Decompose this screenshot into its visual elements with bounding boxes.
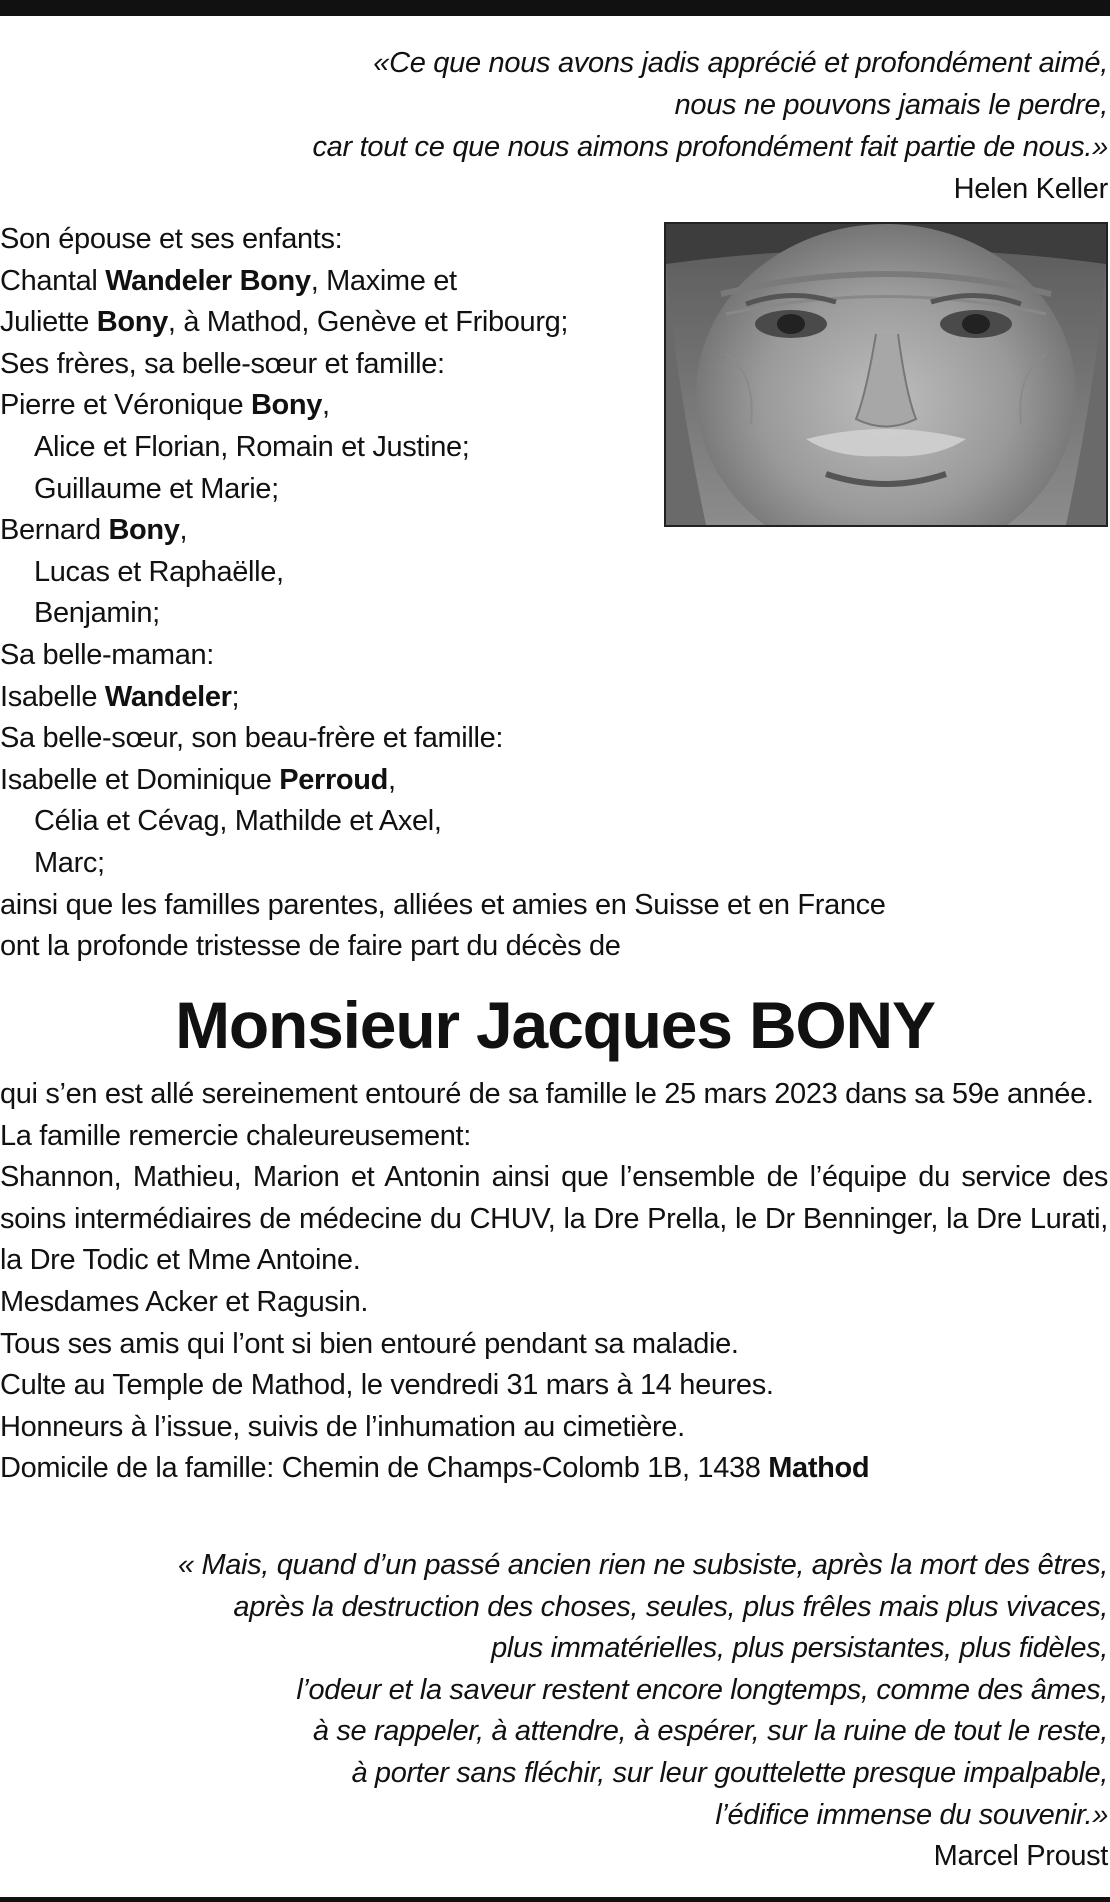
family-line: Benjamin; — [34, 597, 160, 630]
surname: Bony — [250, 389, 323, 422]
quote-line: à se rappeler, à attendre, à espérer, sur la ruine de tout le reste, — [312, 1715, 1108, 1748]
family-line: Ses frères, sa belle-sœur et famille: — [0, 347, 445, 380]
family-line: Chantal Wandeler Bony, Maxime et — [0, 264, 457, 297]
family-line: Pierre et Véronique Bony, — [0, 389, 330, 422]
quote-line: «Ce que nous avons jadis apprécié et profondément aimé, — [373, 47, 1108, 79]
quote-author: Marcel Proust — [933, 1840, 1108, 1873]
family-line: Isabelle Wandeler; — [0, 680, 240, 713]
family-list — [0, 219, 1070, 968]
announcement-body — [0, 1074, 1108, 1490]
body-paragraph: Shannon, Mathieu, Marion et Antonin ainsi que l’ensemble de l’équipe du service des soins intermédiaires de médecine du CHUV, la Dre Prella, le Dr Benninger, la Dre Lurati, la Dre Todic et Mme Antoine. — [0, 1161, 1108, 1277]
surname: Mathod — [768, 1452, 870, 1485]
quote-line: l’odeur et la saveur restent encore longtemps, comme des âmes, — [296, 1673, 1108, 1706]
family-line: Guillaume et Marie; — [34, 472, 279, 505]
body-paragraph: Tous ses amis qui l’ont si bien entouré pendant sa maladie. — [0, 1327, 739, 1360]
surname: Bony — [108, 514, 180, 547]
family-line: Lucas et Raphaëlle, — [34, 555, 284, 588]
quote-line: plus immatérielles, plus persistantes, plus fidèles, — [491, 1632, 1108, 1665]
family-line: Son épouse et ses enfants: — [0, 223, 343, 255]
family-line: Sa belle-sœur, son beau-frère et famille: — [0, 722, 504, 755]
top-rule — [0, 0, 1110, 16]
body-paragraph: Domicile de la famille: Chemin de Champs-Colomb 1B, 1438 Mathod — [0, 1452, 870, 1485]
bottom-rule — [0, 1897, 1110, 1902]
closing-quote — [0, 1545, 1108, 1878]
body-paragraph: La famille remercie chaleureusement: — [0, 1119, 471, 1152]
family-line: Sa belle-maman: — [0, 638, 214, 671]
surname: Bony — [96, 306, 168, 339]
family-line: ainsi que les familles parentes, alliées et amies en Suisse et en France — [0, 888, 886, 921]
family-line: Juliette Bony, à Mathod, Genève et Fribourg; — [0, 306, 569, 339]
opening-quote — [150, 42, 1108, 210]
body-paragraph: qui s’en est allé sereinement entouré de sa famille le 25 mars 2023 dans sa 59e année. — [0, 1078, 1094, 1110]
surname: Wandeler Bony — [105, 264, 311, 297]
body-paragraph: Culte au Temple de Mathod, le vendredi 31 mars à 14 heures. — [0, 1369, 774, 1402]
surname: Perroud — [279, 763, 388, 796]
body-paragraph: Honneurs à l’issue, suivis de l’inhumation au cimetière. — [0, 1410, 685, 1443]
family-line: Alice et Florian, Romain et Justine; — [34, 430, 470, 463]
quote-line: l’édifice immense du souvenir.» — [715, 1798, 1108, 1831]
quote-author: Helen Keller — [953, 173, 1108, 205]
family-line: Célia et Cévag, Mathilde et Axel, — [34, 805, 442, 838]
quote-line: car tout ce que nous aimons profondément fait partie de nous.» — [312, 131, 1108, 163]
family-line: Bernard Bony, — [0, 514, 188, 547]
quote-line: « Mais, quand d’un passé ancien rien ne subsiste, après la mort des êtres, — [177, 1549, 1108, 1581]
family-line: Marc; — [34, 846, 105, 879]
surname: Wandeler — [104, 680, 232, 713]
quote-line: à porter sans fléchir, sur leur gouttelette presque impalpable, — [351, 1756, 1108, 1789]
quote-line: nous ne pouvons jamais le perdre, — [674, 89, 1108, 121]
family-line: Isabelle et Dominique Perroud, — [0, 763, 396, 796]
quote-line: après la destruction des choses, seules, plus frêles mais plus vivaces, — [233, 1590, 1108, 1623]
family-line: ont la profonde tristesse de faire part du décès de — [0, 930, 621, 963]
deceased-name: Monsieur Jacques BONY — [175, 988, 935, 1062]
body-paragraph: Mesdames Acker et Ragusin. — [0, 1285, 369, 1318]
